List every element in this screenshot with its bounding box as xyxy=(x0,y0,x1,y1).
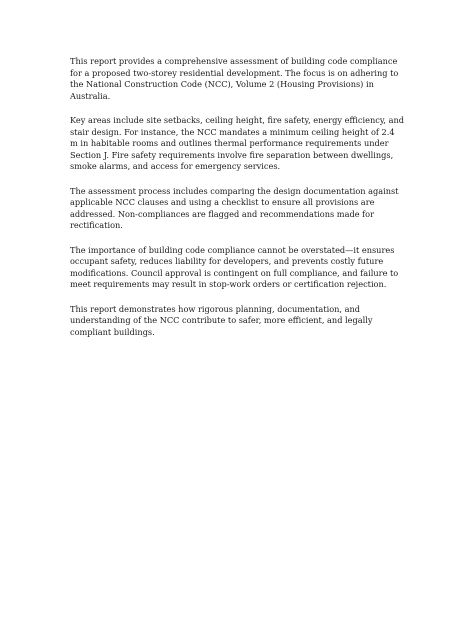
paragraph-conclusion: This report demonstrates how rigorous planning, documentation, and understanding of the NCC contribute to safer, more efficient, and legally compliant buildings. xyxy=(70,303,373,337)
paragraph-importance: The importance of building code compliance cannot be overstated—it ensures occupant safety, reduces liability for developers, and prevents costly future modifications. Council approval is contingent on full compliance, and failure to meet requirements may result in stop-work orders or certification rejection. xyxy=(70,244,399,289)
paragraph-assessment-process: The assessment process includes comparing the design documentation against applicable NCC clauses and using a checklist to ensure all provisions are addressed. Non-compliances are flagged and recommendations made for rectification. xyxy=(70,185,399,230)
paragraph-key-areas: Key areas include site setbacks, ceiling height, fire safety, energy efficiency, and stair design. For instance, the NCC mandates a minimum ceiling height of 2.4 m in habitable rooms and outlines thermal performance requirements under Section J. Fire safety requirements involve fire separation between dwellings, smoke alarms, and access for emergency services. xyxy=(70,115,404,171)
paragraph-introduction: This report provides a comprehensive assessment of building code compliance for a proposed two-storey residential development. The focus is on adhering to the National Construction Code (NCC), Volume 2 (Housing Provisions) in Australia. xyxy=(70,56,399,101)
